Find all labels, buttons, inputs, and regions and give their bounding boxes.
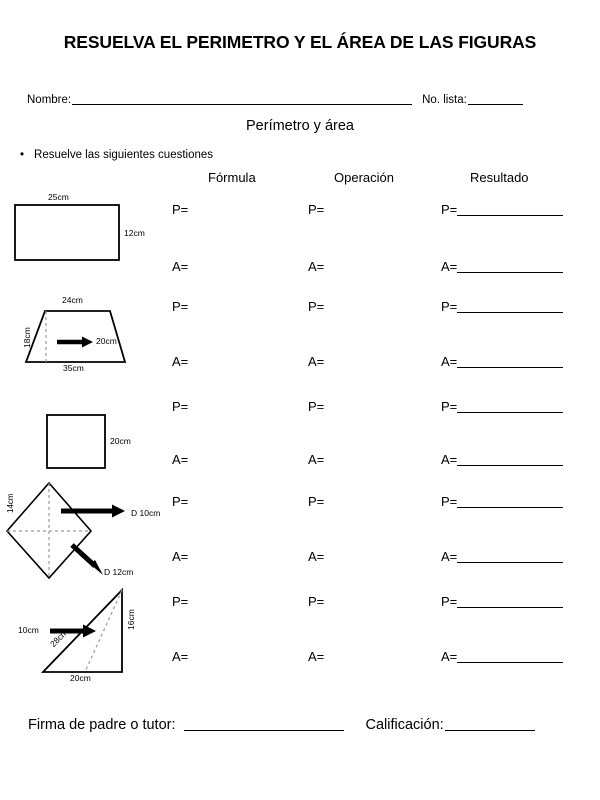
trapezoid-dim-top: 24cm <box>62 295 83 305</box>
row-1-formula-area[interactable]: A= <box>172 259 189 274</box>
rhombus-dim-side: 14cm <box>6 493 15 513</box>
column-header-formula: Fórmula <box>208 170 256 185</box>
list-number-label: No. lista: <box>422 94 467 106</box>
row-4-formula-perimeter[interactable]: P= <box>172 494 189 509</box>
row-3-formula-perimeter[interactable]: P= <box>172 399 189 414</box>
row-3-resultado-area-blank[interactable] <box>457 452 563 466</box>
row-4-resultado-perimeter[interactable] <box>441 494 563 509</box>
row-2-resultado-area-label: A= <box>441 354 458 369</box>
triangle-dim-hypotenuse: 28cm <box>48 627 70 649</box>
subtitle: Perímetro y área <box>246 118 354 134</box>
row-1-resultado-perimeter-blank[interactable] <box>457 202 563 216</box>
row-1-resultado-area[interactable] <box>441 259 563 274</box>
name-label: Nombre: <box>27 94 72 106</box>
trapezoid-dim-bottom: 35cm <box>63 363 84 373</box>
row-2-operacion-perimeter[interactable]: P= <box>308 299 325 314</box>
row-4-resultado-area-blank[interactable] <box>457 549 563 563</box>
row-5-operacion-perimeter[interactable]: P= <box>308 594 325 609</box>
row-2-operacion-area[interactable]: A= <box>308 354 325 369</box>
signature-label: Firma de padre o tutor: <box>28 717 176 733</box>
row-4-operacion-perimeter[interactable]: P= <box>308 494 325 509</box>
row-1-resultado-area-label: A= <box>441 259 458 274</box>
row-2-resultado-perimeter-blank[interactable] <box>457 299 563 313</box>
row-4-resultado-perimeter-blank[interactable] <box>457 494 563 508</box>
row-1-resultado-area-blank[interactable] <box>457 259 563 273</box>
figure-square <box>0 408 180 478</box>
row-2-resultado-area[interactable] <box>441 354 563 369</box>
row-4-resultado-perimeter-label: P= <box>441 494 458 509</box>
row-5-resultado-area[interactable] <box>441 649 563 664</box>
row-3-resultado-perimeter-blank[interactable] <box>457 399 563 413</box>
grade-input-blank[interactable] <box>445 715 535 731</box>
name-row <box>27 92 577 106</box>
rhombus-shape <box>0 478 200 588</box>
row-1-formula-perimeter[interactable]: P= <box>172 202 189 217</box>
instruction-line <box>20 149 213 161</box>
name-input-blank[interactable] <box>72 92 412 105</box>
footer-row <box>28 715 573 733</box>
row-2-formula-area[interactable]: A= <box>172 354 189 369</box>
figure-triangle <box>0 585 200 690</box>
row-4-operacion-area[interactable]: A= <box>308 549 325 564</box>
row-3-operacion-area[interactable]: A= <box>308 452 325 467</box>
page-title: RESUELVA EL PERIMETRO Y EL ÁREA DE LAS FIGURAS <box>63 32 537 52</box>
row-1-operacion-perimeter[interactable]: P= <box>308 202 325 217</box>
figure-rectangle <box>0 190 180 270</box>
square-shape <box>0 408 180 478</box>
row-2-resultado-perimeter-label: P= <box>441 299 458 314</box>
row-5-resultado-area-blank[interactable] <box>457 649 563 663</box>
rhombus-vertical-diagonal-arrow <box>72 545 103 575</box>
rhombus-dim-diagonal-h: D 10cm <box>131 508 161 518</box>
row-5-resultado-perimeter[interactable] <box>441 594 563 609</box>
row-4-resultado-area-label: A= <box>441 549 458 564</box>
row-5-formula-area[interactable]: A= <box>172 649 189 664</box>
figure-rhombus <box>0 478 200 588</box>
row-3-formula-area[interactable]: A= <box>172 452 189 467</box>
triangle-shape <box>0 585 200 690</box>
list-number-input-blank[interactable] <box>468 92 523 105</box>
rectangle-dim-top: 25cm <box>48 192 69 202</box>
column-header-operacion: Operación <box>334 170 394 185</box>
rectangle-dim-right: 12cm <box>124 228 145 238</box>
row-2-resultado-perimeter[interactable] <box>441 299 563 314</box>
row-3-resultado-area[interactable] <box>441 452 563 467</box>
row-3-operacion-perimeter[interactable]: P= <box>308 399 325 414</box>
row-5-resultado-area-label: A= <box>441 649 458 664</box>
trapezoid-dim-height: 20cm <box>96 336 117 346</box>
column-header-resultado: Resultado <box>470 170 529 185</box>
row-5-resultado-perimeter-blank[interactable] <box>457 594 563 608</box>
square-dim-right: 20cm <box>110 436 131 446</box>
row-1-operacion-area[interactable]: A= <box>308 259 325 274</box>
row-5-formula-perimeter[interactable]: P= <box>172 594 189 609</box>
bullet-icon: • <box>20 149 25 161</box>
instruction-text: Resuelve las siguientes cuestiones <box>34 149 214 161</box>
trapezoid-dim-left-slant: 18cm <box>22 327 32 348</box>
figure-trapezoid <box>0 290 180 380</box>
rectangle-shape <box>0 190 180 270</box>
row-3-resultado-perimeter[interactable] <box>441 399 563 414</box>
row-3-resultado-area-label: A= <box>441 452 458 467</box>
grade-label: Calificación: <box>365 717 444 733</box>
row-5-resultado-perimeter-label: P= <box>441 594 458 609</box>
triangle-dim-height: 10cm <box>18 625 39 635</box>
row-2-resultado-area-blank[interactable] <box>457 354 563 368</box>
triangle-dim-bottom: 20cm <box>70 673 91 683</box>
row-3-resultado-perimeter-label: P= <box>441 399 458 414</box>
signature-input-blank[interactable] <box>184 715 344 731</box>
rhombus-dim-diagonal-v: D 12cm <box>104 567 134 577</box>
row-5-operacion-area[interactable]: A= <box>308 649 325 664</box>
row-4-formula-area[interactable]: A= <box>172 549 189 564</box>
row-2-formula-perimeter[interactable]: P= <box>172 299 189 314</box>
row-1-resultado-perimeter-label: P= <box>441 202 458 217</box>
row-1-resultado-perimeter[interactable] <box>441 202 563 217</box>
triangle-dim-right: 16cm <box>126 609 136 630</box>
row-4-resultado-area[interactable] <box>441 549 563 564</box>
